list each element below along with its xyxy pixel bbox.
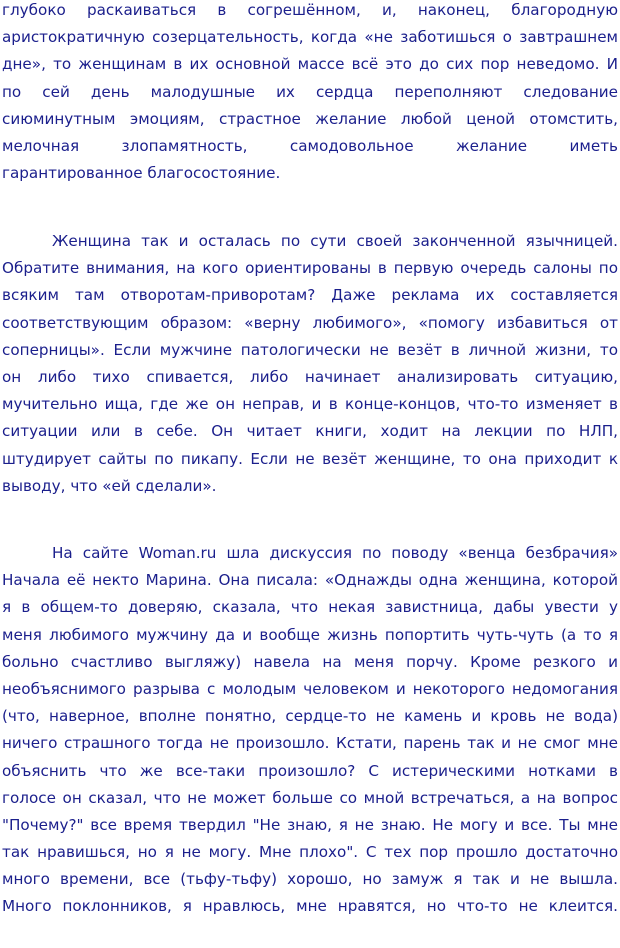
text-line: так нравишься, но я не могу. Мне плохо". С тех пор прошло достаточно [2,843,618,862]
text-line: он либо тихо спивается, либо начинает анализировать ситуацию, [2,367,618,386]
text-line: ничего страшного тогда не произошло. Кстати, парень так и не смог мне [2,734,618,753]
text-line: Женщина так и осталась по сути своей законченной язычницей. [52,232,618,250]
paragraph-2 [2,228,618,500]
text-line: глубоко раскаиваться в согрешённом, и, наконец, благородную [2,1,618,19]
text-line: объяснить что же все-таки произошло? С истерическими нотками в [2,761,618,780]
text-line: меня любимого мужчину да и вообще жизнь попортить чуть-чуть (а то я [2,625,618,644]
text-line: мелочная злопамятность, самодовольное желание иметь [2,136,618,155]
text-line: по сей день малодушные их сердца переполняют следование [2,82,618,101]
text-line: необъяснимого разрыва с молодым человеком и некоторого недомогания [2,679,618,698]
text-line: больно счастливо выгляжу) навела на меня порчу. Кроме резкого и [2,652,618,671]
text-line: выводу, что «ей сделали». [2,476,217,495]
text-line: Обратите внимания, на кого ориентированы в первую очередь салоны по [2,259,618,278]
text-line: "Почему?" все время твердил "Не знаю, я не знаю. Не могу и все. Ты мне [2,815,618,834]
text-line: ситуации или в себе. Он читает книги, ходит на лекции по НЛП, [2,422,618,441]
text-line: я в общем-то доверяю, сказала, что некая завистница, дабы увести у [2,598,618,617]
text-line: (что, наверное, вполне понятно, сердце-то не камень и кровь не вода) [2,707,618,726]
text-line: много времени, все (тьфу-тьфу) хорошо, но замуж я так и не вышла. [2,870,618,889]
text-line: голосе он сказал, что не может больше со мной встречаться, а на вопрос [2,788,618,807]
text-line: штудирует сайты по пикапу. Если не везёт женщине, то она приходит к [2,449,618,468]
text-line: соперницы». Если мужчине патологически не везёт в личной жизни, то [2,340,618,359]
text-line: соответствующим образом: «верну любимого», «помогу избавиться от [2,313,618,332]
text-line: дне», то женщинам в их основной массе всё это до сих пор неведомо. И [2,55,618,74]
paragraph-1 [2,0,618,187]
text-line: Начала её некто Марина. Она писала: «Однажды одна женщина, которой [2,571,618,590]
text-line: сиюминутным эмоциям, страстное желание любой ценой отомстить, [2,109,618,128]
text-line: всяким там отворотам-приворотам? Даже реклама их составляется [2,286,618,305]
text-line: аристократичную созерцательность, когда «не заботишься о завтрашнем [2,28,618,47]
text-line: мучительно ища, где же он неправ, и в конце-концов, что-то изменяет в [2,395,618,414]
text-line: Много поклонников, я нравлюсь, мне нравятся, но что-то не клеится. [2,897,618,916]
text-line: На сайте Woman.ru шла дискуссия по поводу «венца безбрачия» [52,544,618,562]
paragraph-3 [2,540,618,921]
text-line: гарантированное благосостояние. [2,164,281,183]
